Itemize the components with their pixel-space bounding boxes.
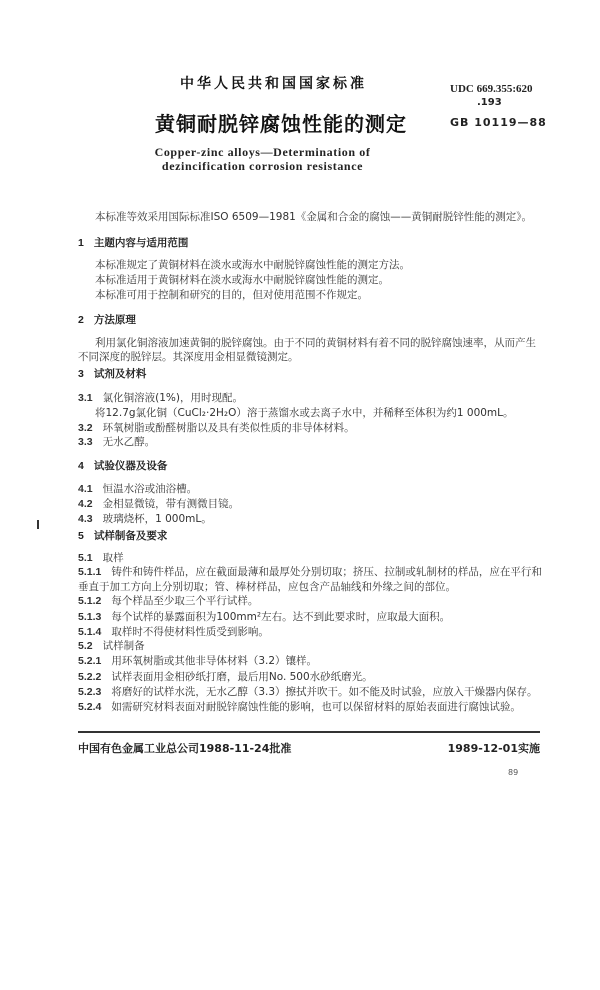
section-title: 试剂及材料 xyxy=(93,368,147,380)
clause-number: 5.2.2 xyxy=(78,671,102,683)
clause-5-1-3 xyxy=(78,609,450,624)
section-number: 5 xyxy=(78,530,84,542)
english-title-line1: Copper-zinc alloys—Determination of xyxy=(154,145,371,159)
section-title: 试样制备及要求 xyxy=(93,530,168,542)
udc-code-cont: .193 xyxy=(477,97,502,108)
clause-text: 金相显微镜，带有测微目镜。 xyxy=(102,498,240,510)
clause-3-3 xyxy=(78,434,155,449)
paragraph: 本标准规定了黄铜材料在淡水或海水中耐脱锌腐蚀性能的测定方法。 xyxy=(95,259,410,271)
clause-text: 恒温水浴或油浴槽。 xyxy=(102,483,198,495)
clause-3-1 xyxy=(78,390,243,405)
section-number: 4 xyxy=(78,460,84,472)
effective-date: 1989-12-01实施 xyxy=(447,742,540,755)
clause-text: 取样时不得使材料性质受到影响。 xyxy=(111,626,269,638)
clause-text: 玻璃烧杯，1 000mL。 xyxy=(102,513,212,525)
clause-text: 无水乙醇。 xyxy=(102,436,156,448)
english-title-line2: dezincification corrosion resistance xyxy=(161,159,364,173)
section-1-heading xyxy=(78,235,188,250)
paragraph: 不同深度的脱锌层。其深度用金相显微镜测定。 xyxy=(78,351,299,363)
national-standard-label: 中华人民共和国国家标准 xyxy=(180,76,367,92)
page-number: 89 xyxy=(508,768,519,777)
clause-text: 氯化铜溶液(1%)，用时现配。 xyxy=(102,392,243,404)
clause-5-2-3 xyxy=(78,684,538,699)
clause-number: 5.2.4 xyxy=(78,701,102,713)
paragraph: 本标准可用于控制和研究的目的，但对使用范围不作规定。 xyxy=(95,289,368,301)
clause-text: 用环氧树脂或其他非导体材料（3.2）镶样。 xyxy=(111,655,318,667)
section-number: 3 xyxy=(78,368,84,380)
clause-text: 环氧树脂或酚醛树脂以及具有类似性质的非导体材料。 xyxy=(102,422,355,434)
clause-4-3 xyxy=(78,511,212,526)
clause-5-2-1 xyxy=(78,653,317,668)
document-title: 黄铜耐脱锌腐蚀性能的测定 xyxy=(155,112,407,136)
clause-text: 铸件和铸件样品，应在截面最薄和最厚处分别切取；挤压、拉制或轧制材的样品，应在平行和 xyxy=(111,566,542,578)
clause-text: 将磨好的试样水洗，无水乙醇（3.3）擦拭并吹干。如不能及时试验，应放入干燥器内保存。 xyxy=(111,686,538,698)
section-2-heading xyxy=(78,312,136,327)
clause-5-1-1 xyxy=(78,564,542,579)
clause-number: 4.1 xyxy=(78,483,93,495)
gb-number: GB 10119—88 xyxy=(450,116,547,129)
clause-number: 5.1.1 xyxy=(78,566,102,578)
clause-number: 4.3 xyxy=(78,513,93,525)
footer-rule xyxy=(78,731,540,733)
udc-code: UDC 669.355:620 xyxy=(450,83,533,95)
section-number: 2 xyxy=(78,314,84,326)
clause-text: 取样 xyxy=(102,552,124,564)
intro-paragraph: 本标准等效采用国际标准ISO 6509—1981《金属和合金的腐蚀——黄铜耐脱锌性能的测定》。 xyxy=(95,211,533,223)
clause-number: 5.2 xyxy=(78,640,93,652)
clause-5-2-4 xyxy=(78,699,521,714)
clause-number: 5.1.4 xyxy=(78,626,102,638)
section-number: 1 xyxy=(78,237,84,249)
paragraph: 垂直于加工方向上分别切取；管、棒材样品，应包含产品轴线和外缘之间的部位。 xyxy=(78,581,456,593)
clause-number: 3.3 xyxy=(78,436,93,448)
clause-number: 3.2 xyxy=(78,422,93,434)
clause-5-1 xyxy=(78,550,124,565)
clause-text: 每个样品至少取三个平行试样。 xyxy=(111,595,259,607)
clause-number: 5.1 xyxy=(78,552,93,564)
clause-3-2 xyxy=(78,420,355,435)
clause-number: 5.1.2 xyxy=(78,595,102,607)
scan-mark xyxy=(37,520,39,529)
section-4-heading xyxy=(78,458,167,473)
section-3-heading xyxy=(78,366,146,381)
section-title: 主题内容与适用范围 xyxy=(93,237,189,249)
approval-date: 中国有色金属工业总公司1988-11-24批准 xyxy=(78,742,292,755)
clause-text: 每个试样的暴露面积为100mm²左右。达不到此要求时，应取最大面积。 xyxy=(111,611,451,623)
paragraph: 利用氯化铜溶液加速黄铜的脱锌腐蚀。由于不同的黄铜材料有着不同的脱锌腐蚀速率，从而产生 xyxy=(95,337,536,349)
section-title: 试验仪器及设备 xyxy=(93,460,168,472)
clause-text: 试样表面用金相砂纸打磨，最后用No. 500水砂纸磨光。 xyxy=(111,671,373,683)
clause-number: 5.1.3 xyxy=(78,611,102,623)
clause-number: 4.2 xyxy=(78,498,93,510)
clause-text: 试样制备 xyxy=(102,640,145,652)
clause-4-1 xyxy=(78,481,197,496)
section-title: 方法原理 xyxy=(93,314,136,326)
clause-5-2 xyxy=(78,638,145,653)
section-5-heading xyxy=(78,528,167,543)
clause-text: 如需研究材料表面对耐脱锌腐蚀性能的影响，也可以保留材料的原始表面进行腐蚀试验。 xyxy=(111,701,521,713)
clause-number: 5.2.1 xyxy=(78,655,102,667)
clause-number: 3.1 xyxy=(78,392,93,404)
clause-4-2 xyxy=(78,496,239,511)
clause-5-2-2 xyxy=(78,669,373,684)
clause-5-1-2 xyxy=(78,593,258,608)
clause-5-1-4 xyxy=(78,624,269,639)
clause-number: 5.2.3 xyxy=(78,686,102,698)
paragraph: 将12.7g氯化铜（CuCl₂·2H₂O）溶于蒸馏水或去离子水中，并稀释至体积为约1 000mL。 xyxy=(95,407,514,419)
paragraph: 本标准适用于黄铜材料在淡水或海水中耐脱锌腐蚀性能的测定。 xyxy=(95,274,389,286)
